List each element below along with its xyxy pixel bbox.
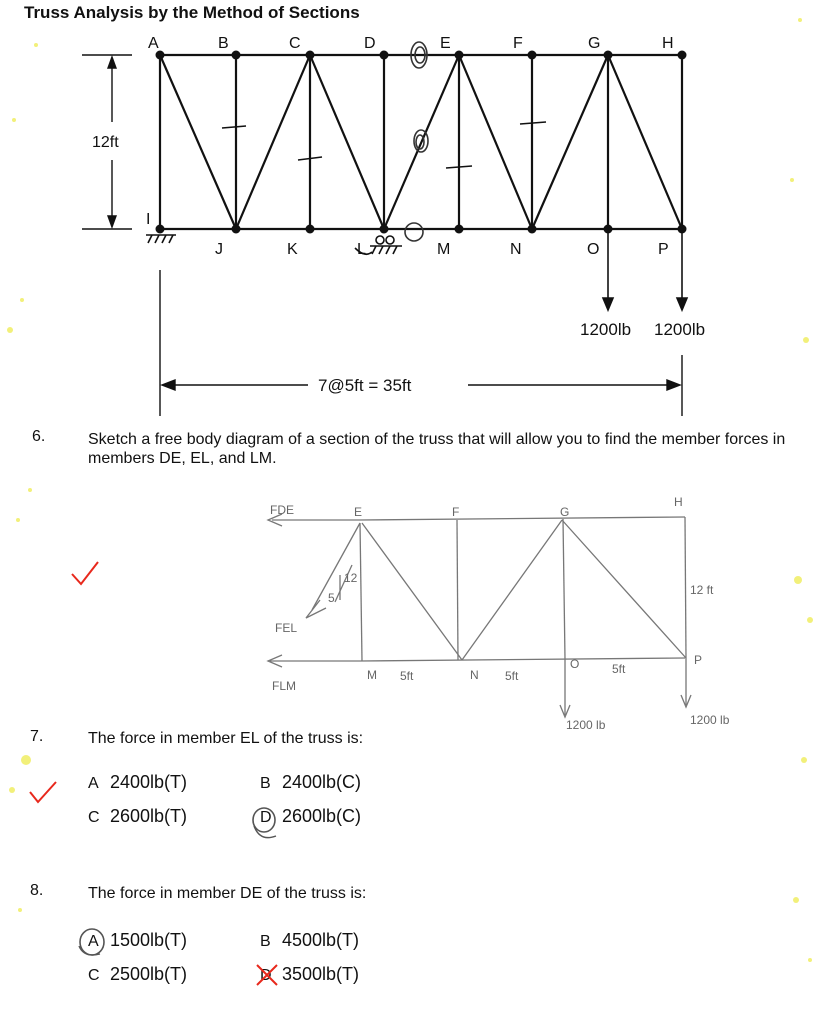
node-label: P: [658, 241, 669, 258]
option-letter: B: [260, 933, 271, 950]
spacing-label: 5ft: [505, 669, 519, 683]
sketch-node: E: [354, 505, 363, 519]
option-value: 4500lb(T): [282, 930, 360, 950]
option-letter: B: [260, 775, 271, 792]
question-number: 8.: [30, 882, 44, 899]
height-label: 12 ft: [690, 583, 714, 597]
node-label: F: [513, 35, 523, 52]
force-label: FDE: [270, 503, 294, 517]
node-label: C: [289, 35, 301, 52]
sketch-node: N: [470, 668, 479, 682]
question-number: 7.: [30, 728, 44, 745]
node-label: H: [662, 35, 674, 52]
option-letter: D: [260, 967, 272, 984]
load-label: 1200lb: [654, 320, 706, 339]
node-label: D: [364, 35, 376, 52]
sketch-node: F: [452, 505, 460, 519]
option-letter: A: [88, 933, 99, 950]
sketch-node: G: [560, 505, 570, 519]
option-value: 2600lb(T): [110, 806, 188, 826]
option-value: 3500lb(T): [282, 964, 360, 984]
option-value: 1500lb(T): [110, 930, 188, 950]
node-label: M: [437, 241, 451, 258]
node-label: B: [218, 35, 229, 52]
load-label: 1200 lb: [566, 718, 606, 730]
node-label: G: [588, 35, 601, 52]
option-letter: C: [88, 809, 100, 826]
node-label: A: [148, 35, 159, 52]
spacing-label: 5ft: [612, 662, 626, 676]
question-text: Sketch a free body diagram of a section of the truss that will allow you to find the member forces in members DE, EL, and LM.: [88, 431, 786, 467]
load-label: 1200lb: [580, 320, 632, 339]
height-label: 12ft: [92, 134, 119, 151]
node-label: K: [287, 241, 298, 258]
node-label: N: [510, 241, 522, 258]
spacing-label: 5ft: [400, 669, 414, 683]
option-letter: D: [260, 809, 272, 826]
node-label: J: [215, 241, 223, 258]
option-letter: A: [88, 775, 99, 792]
force-label: FLM: [272, 679, 296, 693]
sketch-node: M: [367, 668, 377, 682]
option-value: 2500lb(T): [110, 964, 188, 984]
load-label: 1200 lb: [690, 713, 730, 727]
sketch-node: O: [570, 657, 580, 671]
node-label: E: [440, 35, 451, 52]
question-number: 6.: [32, 428, 46, 445]
option-letter: C: [88, 967, 100, 984]
node-label: L: [357, 241, 366, 258]
question-text: The force in member DE of the truss is:: [88, 885, 367, 902]
node-label: I: [146, 211, 151, 228]
node-label: O: [587, 241, 600, 258]
option-value: 2400lb(T): [110, 772, 188, 792]
sketch-node: H: [674, 495, 683, 509]
slope-label: 12: [344, 571, 358, 585]
sketch-node: P: [694, 653, 703, 667]
option-value: 2400lb(C): [282, 772, 362, 792]
option-value: 2600lb(C): [282, 806, 362, 826]
span-label: 7@5ft = 35ft: [318, 376, 412, 395]
force-label: FEL: [275, 621, 298, 635]
page-title: Truss Analysis by the Method of Sections: [24, 3, 360, 22]
slope-label: 5: [328, 591, 335, 605]
question-text: The force in member EL of the truss is:: [88, 730, 364, 747]
